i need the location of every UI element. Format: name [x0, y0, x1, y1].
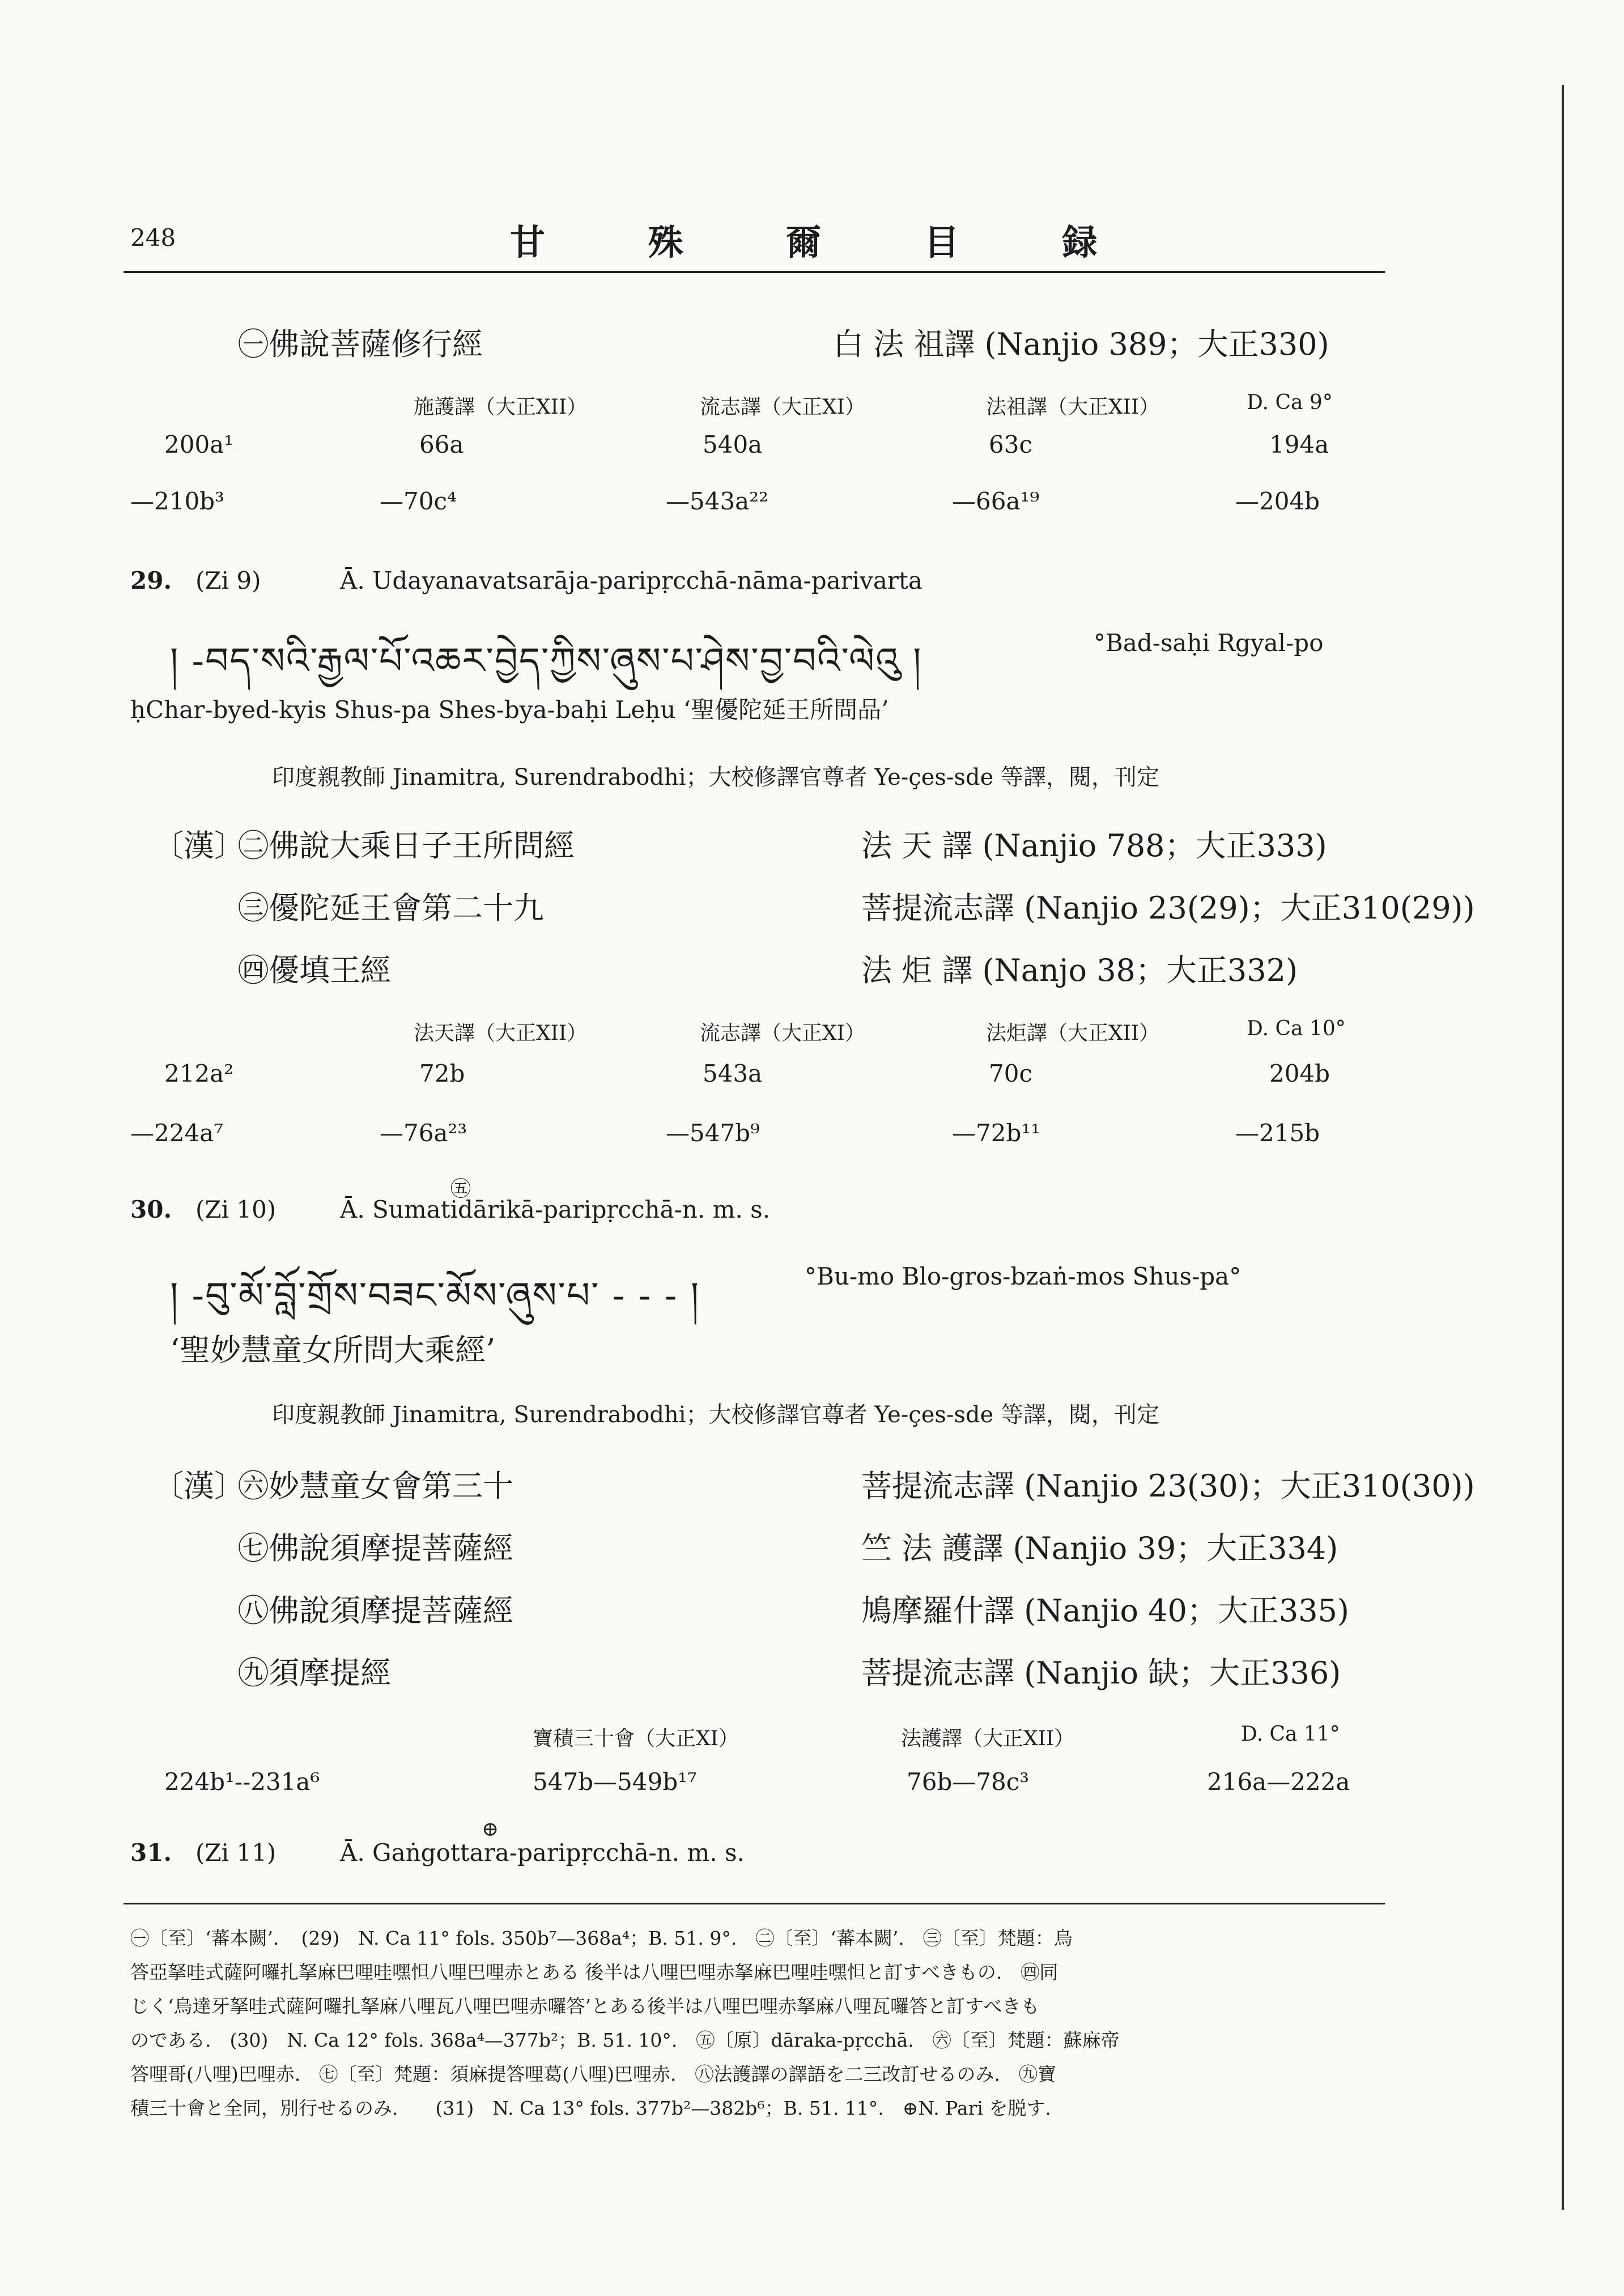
entry28-ref: —543a²²: [666, 487, 768, 515]
entry29-ref: —76a²³: [380, 1119, 467, 1147]
entry29-translit-1: °Bad-saḥi Rgyal-po: [1094, 629, 1324, 657]
entry30-han-title: ㊅妙慧童女會第三十: [238, 1468, 513, 1504]
entry30-ref: 76b—78c³: [907, 1768, 1030, 1796]
entry29-han-title: ㊃優填王經: [238, 953, 391, 988]
header-rule: [124, 271, 1385, 273]
entry28-col-head-1: 施護譯（大正XII）: [414, 396, 588, 419]
entry29-col-head-1: 法天譯（大正XII）: [414, 1022, 588, 1045]
entry29-number: 29.: [130, 567, 172, 594]
entry29-tibetan: ། -བད་སའི་རྒྱལ་པོ་འཆར་བྱེད་ཀྱིས་ཞུས་པ་ཤེས་བྱ་བའི་ལེའུ །: [170, 640, 922, 682]
entry30-han-label: 〔漢〕: [153, 1468, 245, 1504]
entry30-col-head-1: 寶積三十會（大正XI）: [533, 1727, 739, 1750]
entry29-ref: —215b: [1235, 1119, 1320, 1147]
entry28-ref: —210b³: [130, 487, 224, 515]
entry29-han-title: ㊂優陀延王會第二十九: [238, 890, 544, 926]
entry28-cn-title: ㊀佛說菩薩修行經: [238, 326, 483, 362]
entry29-ref: 70c: [989, 1060, 1032, 1087]
entry31-zi: (Zi 11): [195, 1839, 277, 1866]
entry30-ref: 216a—222a: [1207, 1768, 1350, 1796]
entry31-footnote-mark: ⊕: [482, 1818, 499, 1841]
entry28-ref: 63c: [989, 431, 1032, 458]
entry28-cn-translator: 白 法 祖譯 (Nanjio 389；大正330): [833, 326, 1329, 362]
footnote-line: 積三十會と全同，別行せるのみ. (31) N. Ca 13° fols. 377b²—382b⁶；B. 51. 11°. ⊕N. Pari を脱す.: [130, 2097, 1051, 2119]
entry29-han-translator: 法 炬 譯 (Nanjo 38；大正332): [861, 953, 1298, 988]
entry28-col-head-2: 流志譯（大正XI）: [700, 396, 865, 419]
entry30-cn-title: ‘聖妙慧童女所問大乘經’: [170, 1332, 496, 1368]
entry29-translators: 印度親教師 Jinamitra, Surendrabodhi；大校修譯官尊者 Ye-çes-sde 等譯，閱，刊定: [272, 764, 1159, 790]
entry28-ref: —70c⁴: [380, 487, 457, 515]
entry28-col-head-4: D. Ca 9°: [1247, 391, 1333, 414]
entry28-ref: —66a¹⁹: [952, 487, 1040, 515]
entry29-ref: 212a²: [164, 1060, 234, 1087]
entry29-translit-2: ḥChar-byed-kyis Shus-pa Shes-bya-baḥi Leḥu ‘聖優陀延王所問品’: [130, 696, 889, 724]
entry29-ref: —224a⁷: [130, 1119, 224, 1147]
entry29-ref: 72b: [419, 1060, 465, 1087]
entry30-han-translator: 竺 法 護譯 (Nanjio 39；大正334): [861, 1530, 1338, 1566]
entry30-han-title: ㊈須摩提經: [238, 1655, 391, 1691]
footnote-line: ㊀〔至〕‘蕃本闕’． (29) N. Ca 11° fols. 350b⁷—368a⁴；B. 51. 9°. ㊁〔至〕‘蕃本闕’. ㊂〔至〕梵題：烏: [130, 1927, 1073, 1949]
page-header-title: 甘 殊 爾 目 録: [510, 222, 1143, 263]
entry30-han-translator: 菩提流志譯 (Nanjio 23(30)；大正310(30)): [861, 1468, 1475, 1504]
entry30-number: 30.: [130, 1196, 172, 1223]
entry30-col-head-3: D. Ca 11°: [1241, 1723, 1340, 1746]
entry28-ref: 540a: [703, 431, 763, 458]
entry29-col-head-2: 流志譯（大正XI）: [700, 1022, 865, 1045]
entry29-ref: 543a: [703, 1060, 763, 1087]
entry29-zi: (Zi 9): [195, 567, 261, 594]
entry28-ref: 200a¹: [164, 431, 234, 458]
footnote-line: 答哩哥(八哩)巴哩赤. ㊆〔至〕梵題：須麻提答哩葛(八哩)巴哩赤. ㊇法護譯の譯語を二三改訂せるのみ. ㊈寶: [130, 2063, 1056, 2085]
entry28-ref: 66a: [419, 431, 464, 458]
entry29-ref: 204b: [1269, 1060, 1330, 1087]
entry29-han-translator: 法 天 譯 (Nanjio 788；大正333): [861, 828, 1327, 864]
entry30-footnote-mark: ㊄: [450, 1177, 471, 1201]
entry30-han-title: ㊇佛說須摩提菩薩經: [238, 1593, 513, 1629]
entry30-han-title: ㊆佛說須摩提菩薩經: [238, 1530, 513, 1566]
entry30-zi: (Zi 10): [195, 1196, 277, 1223]
page-number: 248: [130, 224, 176, 252]
entry30-han-translator: 菩提流志譯 (Nanjio 缺；大正336): [861, 1655, 1341, 1691]
entry29-han-label: 〔漢〕: [153, 828, 245, 864]
entry30-sanskrit: Ā. Sumatidārikā-paripṛcchā-n. m. s.: [340, 1196, 771, 1223]
entry29-col-head-3: 法炬譯（大正XII）: [986, 1022, 1160, 1045]
entry30-ref: 547b—549b¹⁷: [533, 1768, 697, 1796]
entry29-ref: —547b⁹: [666, 1119, 760, 1147]
entry30-col-head-2: 法護譯（大正XII）: [901, 1727, 1075, 1750]
entry28-ref: —204b: [1235, 487, 1320, 515]
entry29-col-head-4: D. Ca 10°: [1247, 1017, 1346, 1040]
scan-edge-line: [1562, 85, 1564, 2210]
entry29-han-title: ㊁佛說大乘日子王所問經: [238, 828, 575, 864]
entry30-translators: 印度親教師 Jinamitra, Surendrabodhi；大校修譯官尊者 Ye-çes-sde 等譯，閱，刊定: [272, 1402, 1159, 1428]
entry29-ref: —72b¹¹: [952, 1119, 1041, 1147]
entry31-sanskrit: Ā. Gaṅgottara-paripṛcchā-n. m. s.: [340, 1839, 745, 1866]
entry29-han-translator: 菩提流志譯 (Nanjio 23(29)；大正310(29)): [861, 890, 1475, 926]
footnote-line: のである. (30) N. Ca 12° fols. 368a⁴—377b²；B. 51. 10°. ㊄〔原〕dāraka-pṛcchā. ㊅〔至〕梵題：蘇麻帝: [130, 2029, 1120, 2051]
footnote-rule: [124, 1903, 1385, 1904]
entry30-tibetan: ། -བུ་མོ་བློ་གྲོས་བཟང་མོས་ཞུས་པ་ - - - །: [170, 1275, 700, 1317]
entry28-col-head-3: 法祖譯（大正XII）: [986, 396, 1160, 419]
entry30-ref: 224b¹--231a⁶: [164, 1768, 320, 1796]
entry31-number: 31.: [130, 1839, 172, 1866]
entry30-han-translator: 鳩摩羅什譯 (Nanjio 40；大正335): [861, 1593, 1349, 1629]
entry28-ref: 194a: [1269, 431, 1329, 458]
footnote-line: じく‘烏達牙拏哇式薩阿囉扎拏麻八哩瓦八哩巴哩赤囉答’とある後半は八哩巴哩赤拏麻八哩瓦囉答と訂すべきも: [130, 1995, 1040, 2017]
entry29-sanskrit: Ā. Udayanavatsarāja-paripṛcchā-nāma-parivarta: [340, 567, 922, 594]
entry30-translit: °Bu-mo Blo-gros-bzaṅ-mos Shus-pa°: [805, 1262, 1242, 1290]
footnote-line: 答亞拏哇式薩阿囉扎拏麻巴哩哇嘿怛八哩巴哩赤とある 後半は八哩巴哩赤拏麻巴哩哇嘿怛と訂すべきもの. ㊃同: [130, 1961, 1058, 1983]
